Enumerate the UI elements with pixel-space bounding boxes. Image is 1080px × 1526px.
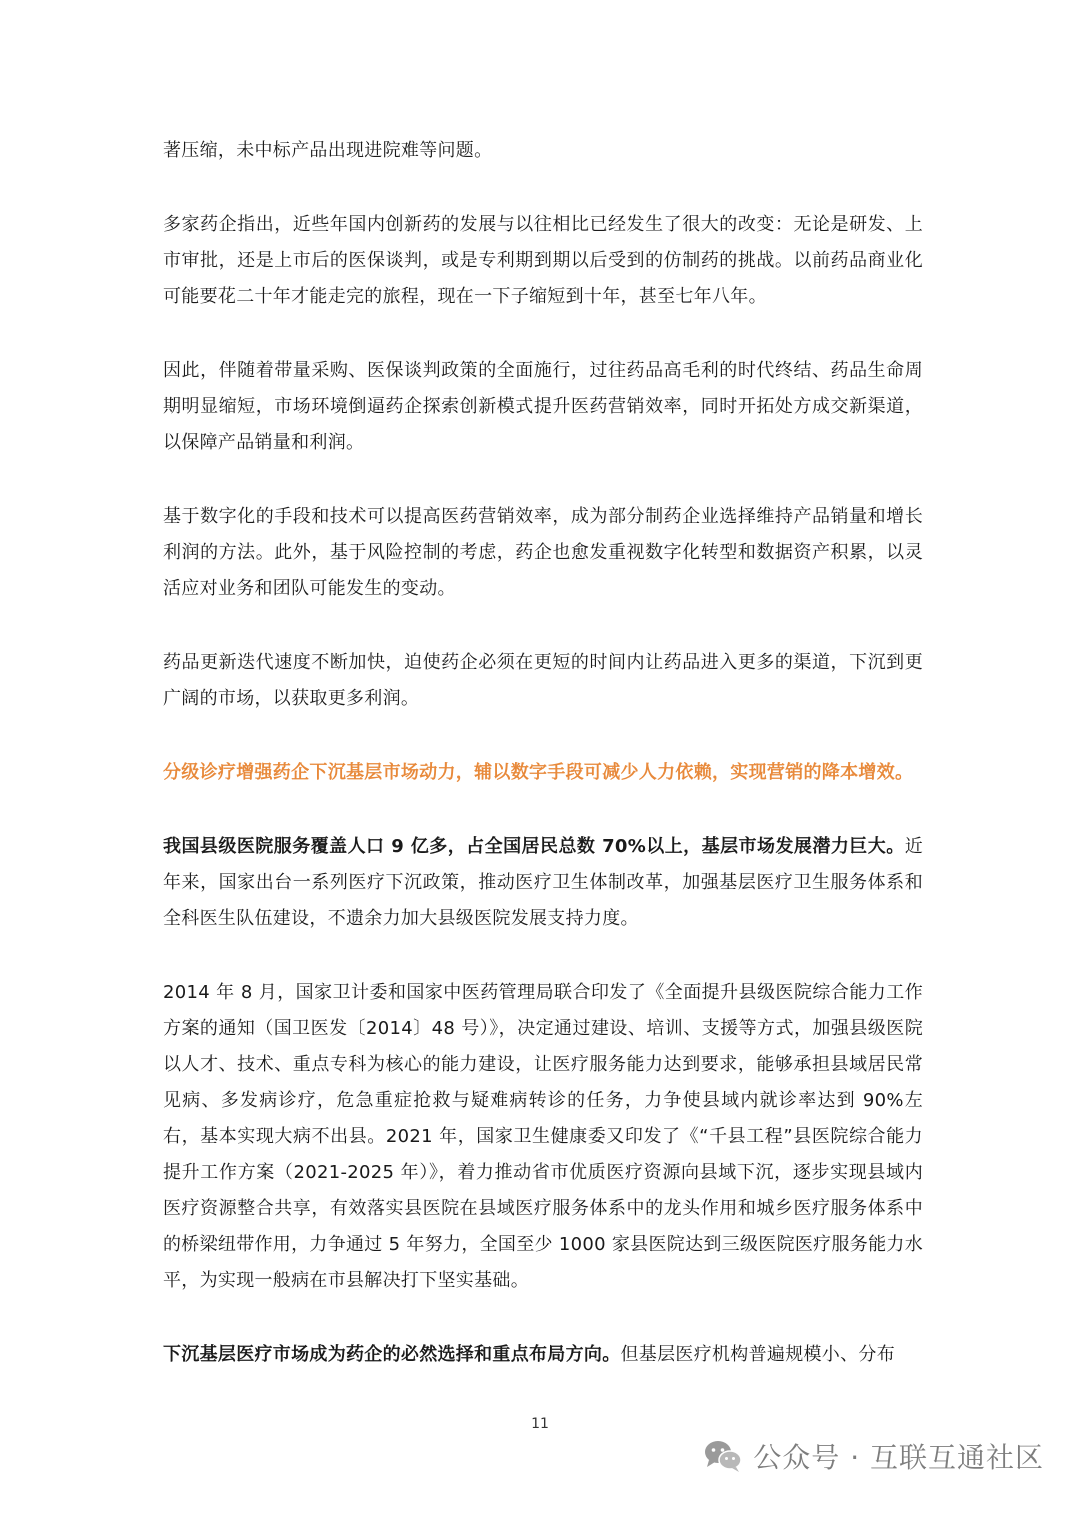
- document-body: [163, 133, 923, 1373]
- wechat-icon: [703, 1439, 743, 1473]
- paragraph-6: 2014 年 8 月，国家卫计委和国家中医药管理局联合印发了《全面提升县级医院综合能力工作方案的通知（国卫医发〔2014〕48 号）》，决定通过建设、培训、支援等方式，加强县级医院以人才、技术、重点专科为核心的能力建设，让医疗服务能力达到要求，能够承担县域居民常见病、多发病诊疗，危急重症抢救与疑难病转诊的任务，力争使县域内就诊率达到 90%左右，基本实现大病不出县。2021 年，国家卫生健康委又印发了《“千县工程”县医院综合能力提升工作方案（2021-2025 年）》，着力推动省市优质医疗资源向县域下沉，逐步实现县域内医疗资源整合共享，有效落实县医院在县域医疗服务体系中的龙头作用和城乡医疗服务体系中的桥梁纽带作用，力争通过 5 年努力，全国至少 1000 家县医院达到三级医院医疗服务能力水平，为实现一般病在市县解决打下坚实基础。: [163, 982, 923, 1291]
- paragraph-5: [163, 829, 923, 937]
- paragraph-3: 基于数字化的手段和技术可以提高医药营销效率，成为部分制药企业选择维持产品销量和增长利润的方法。此外，基于风险控制的考虑，药企也愈发重视数字化转型和数据资产积累，以灵活应对业务和团队可能发生的变动。: [163, 506, 923, 599]
- paragraph-7: [163, 1337, 923, 1373]
- paragraph-7-bold-lead: 下沉基层医疗市场成为药企的必然选择和重点布局方向。: [163, 1344, 621, 1365]
- page-number: 11: [531, 1416, 549, 1432]
- watermark: [703, 1436, 1044, 1476]
- paragraph-7-body: 但基层医疗机构普遍规模小、分布: [620, 1344, 895, 1365]
- section-heading: 分级诊疗增强药企下沉基层市场动力，辅以数字手段可减少人力依赖，实现营销的降本增效。: [163, 762, 914, 783]
- paragraph-2: 因此，伴随着带量采购、医保谈判政策的全面施行，过往药品高毛利的时代终结、药品生命周期明显缩短，市场环境倒逼药企探索创新模式提升医药营销效率，同时开拓处方成交新渠道，以保障产品销量和利润。: [163, 360, 923, 453]
- paragraph-5-bold-lead: 我国县级医院服务覆盖人口 9 亿多，占全国居民总数 70%以上，基层市场发展潜力巨大。: [163, 836, 905, 857]
- paragraph-0: 著压缩，未中标产品出现进院难等问题。: [163, 140, 493, 161]
- paragraph-1: 多家药企指出，近些年国内创新药的发展与以往相比已经发生了很大的改变：无论是研发、上市审批，还是上市后的医保谈判，或是专利期到期以后受到的仿制药的挑战。以前药品商业化可能要花二十年才能走完的旅程，现在一下子缩短到十年，甚至七年八年。: [163, 214, 923, 307]
- paragraph-4: 药品更新迭代速度不断加快，迫使药企必须在更短的时间内让药品进入更多的渠道，下沉到更广阔的市场，以获取更多利润。: [163, 652, 923, 709]
- paragraph-5-body: 近年来，国家出台一系列医疗下沉政策，推动医疗卫生体制改革，加强基层医疗卫生服务体系和全科医生队伍建设，不遗余力加大县级医院发展支持力度。: [163, 836, 923, 929]
- watermark-text: 公众号 · 互联互通社区: [753, 1441, 1044, 1474]
